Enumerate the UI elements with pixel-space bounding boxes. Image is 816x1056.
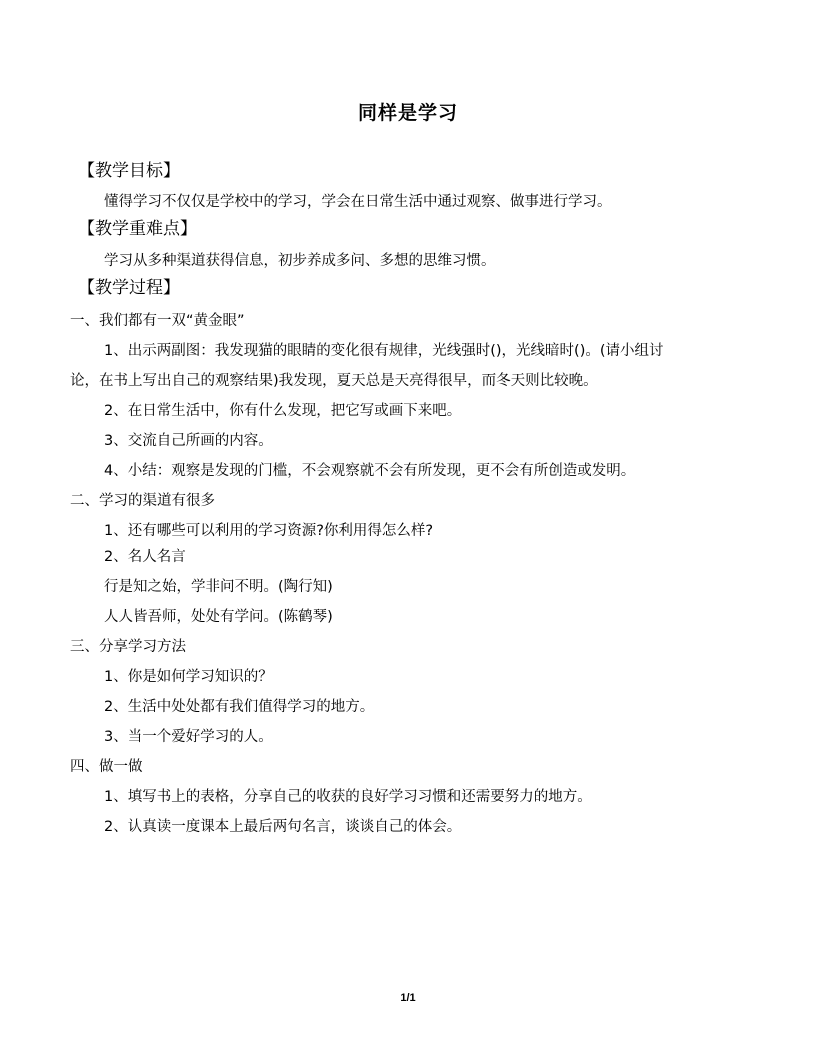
part1-item1-line2: 论，在书上写出自己的观察结果)我发现，夏天总是天亮得很早，而冬天则比较晚。 [70,373,598,389]
part2-quote2: 人人皆吾师，处处有学问。(陈鹤琴) [104,609,333,625]
part3-item3: 3、当一个爱好学习的人。 [104,729,273,745]
part2-quote1: 行是知之始，学非问不明。(陶行知) [104,579,333,595]
part4-title: 四、做一做 [70,759,143,775]
part1-item3: 3、交流自己所画的内容。 [104,433,273,449]
part1-item1-line1: 1、出示两副图：我发现猫的眼睛的变化很有规律，光线强时()，光线暗时()。(请小组讨 [104,343,664,359]
part2-item2: 2、名人名言 [104,549,186,565]
part2-title: 二、学习的渠道有很多 [70,493,215,509]
part1-title: 一、我们都有一双“黄金眼” [70,313,245,329]
part4-item1: 1、填写书上的表格，分享自己的收获的良好学习习惯和还需要努力的地方。 [104,789,592,805]
part2-item1: 1、还有哪些可以利用的学习资源?你利用得怎么样? [104,523,434,539]
part3-title: 三、分享学习方法 [70,639,186,655]
part3-item1: 1、你是如何学习知识的？ [104,669,273,685]
part4-item2: 2、认真读一度课本上最后两句名言，谈谈自己的体会。 [104,819,462,835]
heading-key-points: 【教学重难点】 [78,219,197,239]
document-title: 同样是学习 [357,102,458,124]
part1-item2: 2、在日常生活中，你有什么发现，把它写或画下来吧。 [104,403,462,419]
part3-item2: 2、生活中处处都有我们值得学习的地方。 [104,699,375,715]
heading-process: 【教学过程】 [78,278,180,298]
page-number: 1/1 [400,992,416,1004]
heading-objective: 【教学目标】 [78,161,180,181]
part1-item4: 4、小结：观察是发现的门槛，不会观察就不会有所发现，更不会有所创造或发明。 [104,463,636,479]
objective-text: 懂得学习不仅仅是学校中的学习，学会在日常生活中通过观察、做事进行学习。 [104,194,612,210]
key-points-text: 学习从多种渠道获得信息，初步养成多问、多想的思维习惯。 [104,253,496,269]
